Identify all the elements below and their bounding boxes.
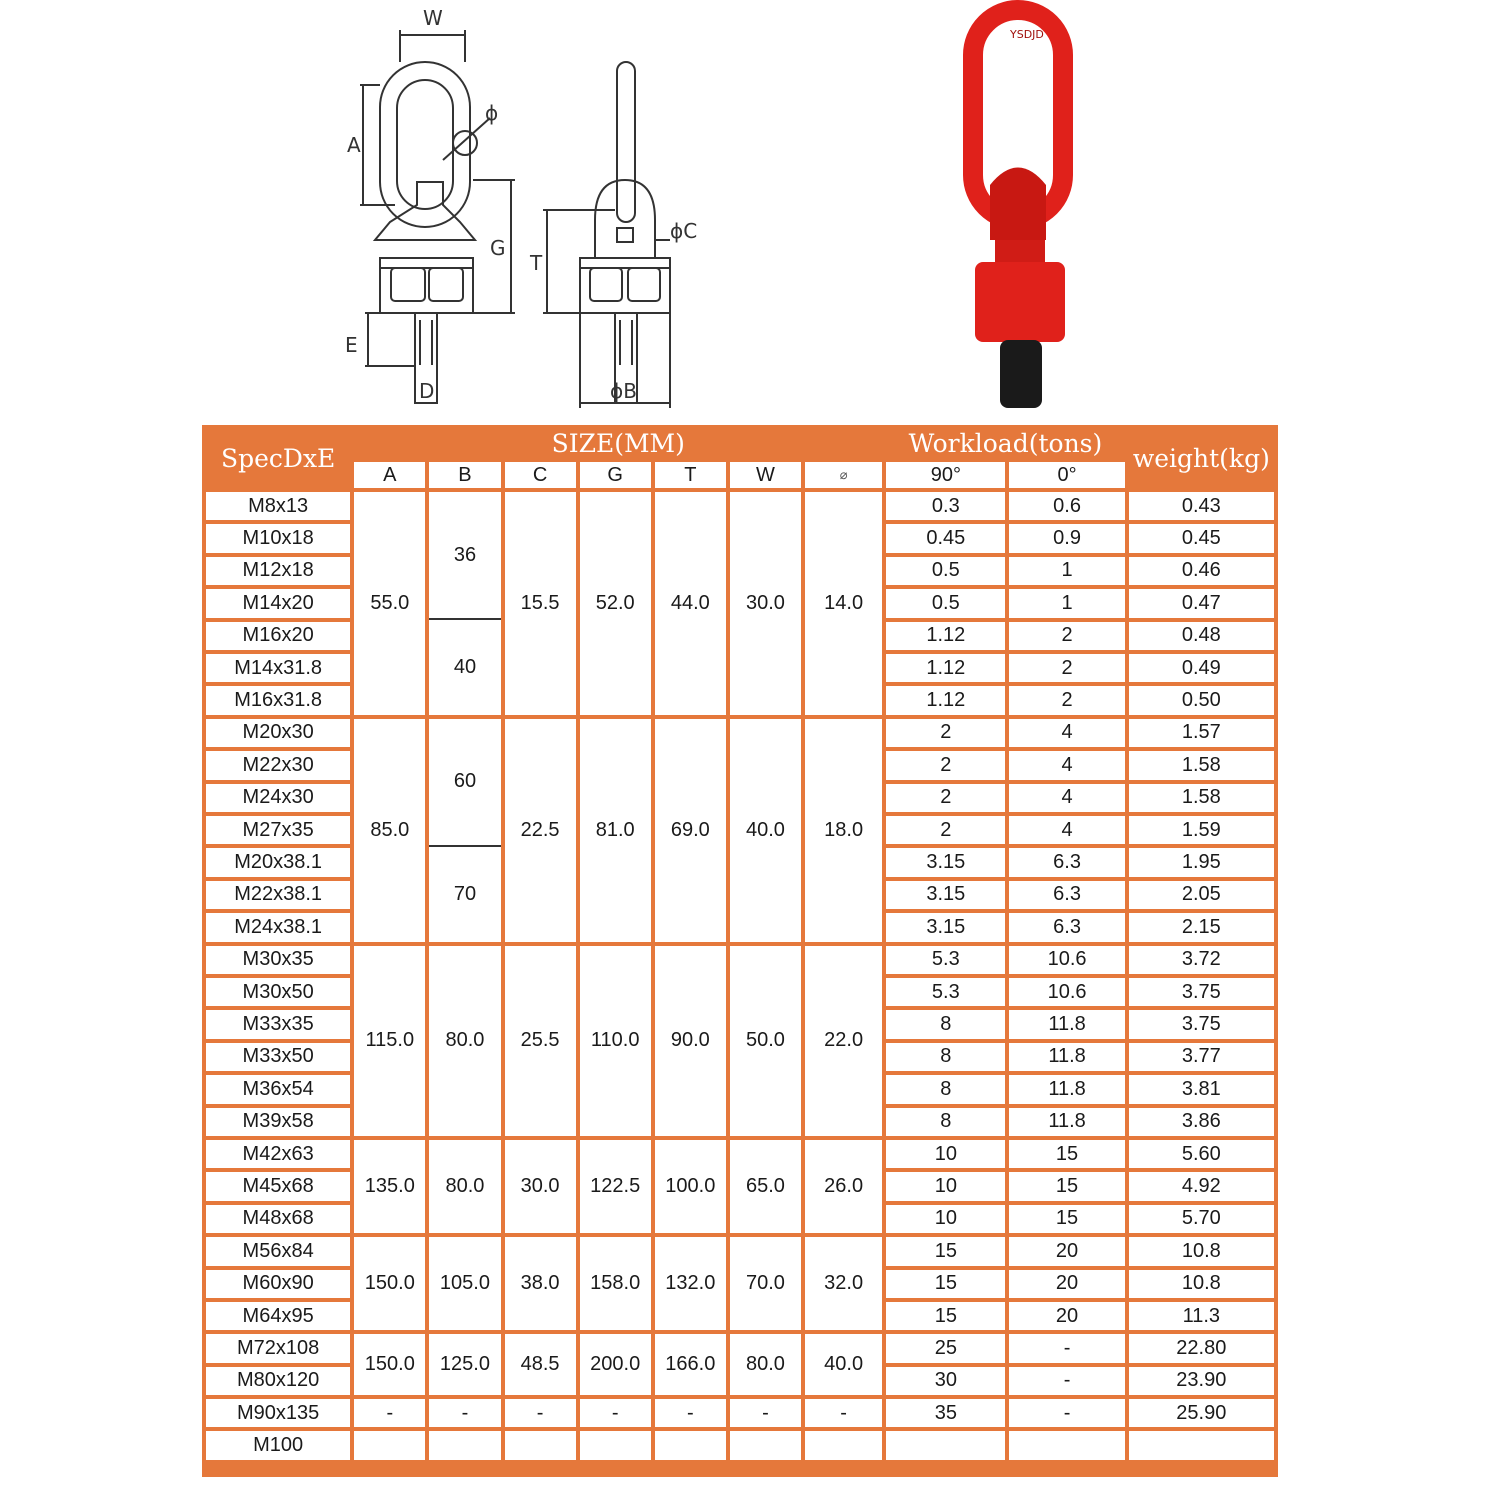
spec-table xyxy=(202,425,1278,1464)
header-size-col: T xyxy=(655,462,726,488)
size-b-bottom: 70 xyxy=(453,882,477,905)
workload-90-cell: 8 xyxy=(886,1010,1005,1038)
size-a-cell: 85.0 xyxy=(354,719,425,942)
size-phi-cell: 18.0 xyxy=(805,719,882,942)
spec-cell: M56x84 xyxy=(206,1237,350,1265)
technical-drawing xyxy=(325,0,725,415)
header-size-col: B xyxy=(429,462,500,488)
workload-0-cell: - xyxy=(1009,1399,1124,1427)
header-size-group: SIZE(MM) xyxy=(354,429,882,458)
workload-90-cell: 0.5 xyxy=(886,557,1005,585)
spec-cell: M8x13 xyxy=(206,492,350,520)
workload-90-cell: 3.15 xyxy=(886,848,1005,876)
weight-cell: 25.90 xyxy=(1129,1399,1274,1427)
size-b-cell xyxy=(429,1431,500,1459)
workload-90-cell: 10 xyxy=(886,1205,1005,1233)
size-t-cell: 166.0 xyxy=(655,1334,726,1395)
size-c-cell: 22.5 xyxy=(505,719,576,942)
size-g-cell: - xyxy=(580,1399,651,1427)
size-g-cell: 52.0 xyxy=(580,492,651,715)
spec-cell: M24x30 xyxy=(206,784,350,812)
workload-90-cell: 1.12 xyxy=(886,622,1005,650)
size-a-cell: 55.0 xyxy=(354,492,425,715)
weight-cell: 0.48 xyxy=(1129,622,1274,650)
size-b-cell xyxy=(429,492,500,715)
size-g-cell xyxy=(580,1431,651,1459)
label-w: W xyxy=(423,6,443,30)
weight-cell: 1.59 xyxy=(1129,816,1274,844)
size-c-cell: 30.0 xyxy=(505,1140,576,1233)
size-t-cell xyxy=(655,1431,726,1459)
workload-90-cell: 0.3 xyxy=(886,492,1005,520)
size-phi-cell: 32.0 xyxy=(805,1237,882,1330)
label-phic: ϕC xyxy=(670,219,698,243)
workload-0-cell: 4 xyxy=(1009,816,1124,844)
size-w-cell: 65.0 xyxy=(730,1140,801,1233)
workload-0-cell: - xyxy=(1009,1334,1124,1362)
workload-0-cell: 11.8 xyxy=(1009,1075,1124,1103)
weight-cell: 1.57 xyxy=(1129,719,1274,747)
workload-0-cell: 1 xyxy=(1009,557,1124,585)
spec-cell: M72x108 xyxy=(206,1334,350,1362)
table-row xyxy=(206,719,1274,747)
size-b-cell: 80.0 xyxy=(429,946,500,1136)
workload-90-cell: 5.3 xyxy=(886,946,1005,974)
workload-0-cell: 20 xyxy=(1009,1270,1124,1298)
spec-cell: M36x54 xyxy=(206,1075,350,1103)
spec-cell: M20x30 xyxy=(206,719,350,747)
workload-0-cell: 6.3 xyxy=(1009,881,1124,909)
spec-cell: M20x38.1 xyxy=(206,848,350,876)
workload-0-cell: 10.6 xyxy=(1009,946,1124,974)
workload-90-cell: 2 xyxy=(886,784,1005,812)
workload-0-cell: 6.3 xyxy=(1009,848,1124,876)
size-b-cell: 80.0 xyxy=(429,1140,500,1233)
weight-cell: 23.90 xyxy=(1129,1367,1274,1395)
workload-0-cell: 11.8 xyxy=(1009,1108,1124,1136)
weight-cell: 2.05 xyxy=(1129,881,1274,909)
header-spec: SpecDxE xyxy=(206,429,350,488)
size-a-cell: 150.0 xyxy=(354,1334,425,1395)
size-c-cell: 15.5 xyxy=(505,492,576,715)
label-a: A xyxy=(347,133,361,157)
weight-cell: 11.3 xyxy=(1129,1302,1274,1330)
spec-cell: M80x120 xyxy=(206,1367,350,1395)
workload-0-cell: 4 xyxy=(1009,784,1124,812)
size-a-cell: 115.0 xyxy=(354,946,425,1136)
size-w-cell: 70.0 xyxy=(730,1237,801,1330)
table-row xyxy=(206,1140,1274,1168)
spec-cell: M60x90 xyxy=(206,1270,350,1298)
size-w-cell xyxy=(730,1431,801,1459)
size-g-cell: 158.0 xyxy=(580,1237,651,1330)
weight-cell: 1.58 xyxy=(1129,751,1274,779)
workload-90-cell: 0.5 xyxy=(886,589,1005,617)
table-row xyxy=(206,1334,1274,1362)
workload-90-cell: 35 xyxy=(886,1399,1005,1427)
spec-cell: M14x31.8 xyxy=(206,654,350,682)
workload-0-cell: 2 xyxy=(1009,654,1124,682)
workload-0-cell: 4 xyxy=(1009,751,1124,779)
workload-90-cell: 8 xyxy=(886,1075,1005,1103)
weight-cell: 0.50 xyxy=(1129,686,1274,714)
workload-90-cell: 0.45 xyxy=(886,524,1005,552)
workload-90-cell: 8 xyxy=(886,1108,1005,1136)
size-phi-cell xyxy=(805,1431,882,1459)
weight-cell: 0.43 xyxy=(1129,492,1274,520)
workload-0-cell: 15 xyxy=(1009,1140,1124,1168)
workload-90-cell: 15 xyxy=(886,1270,1005,1298)
header-weight: weight(kg) xyxy=(1129,429,1274,488)
workload-0-cell: 6.3 xyxy=(1009,913,1124,941)
size-t-cell: 69.0 xyxy=(655,719,726,942)
size-c-cell: 38.0 xyxy=(505,1237,576,1330)
size-b-top: 36 xyxy=(429,492,500,620)
workload-0-cell: 20 xyxy=(1009,1302,1124,1330)
workload-90-cell: 1.12 xyxy=(886,686,1005,714)
table-row xyxy=(206,946,1274,974)
header-size-col: ⌀ xyxy=(805,462,882,488)
size-phi-cell: 22.0 xyxy=(805,946,882,1136)
product-photo xyxy=(920,0,1120,415)
size-phi-cell: 40.0 xyxy=(805,1334,882,1395)
workload-90-cell: 1.12 xyxy=(886,654,1005,682)
workload-0-cell: 4 xyxy=(1009,719,1124,747)
table-row xyxy=(206,1237,1274,1265)
weight-cell: 3.72 xyxy=(1129,946,1274,974)
size-b-bottom: 40 xyxy=(453,655,477,678)
size-w-cell: 40.0 xyxy=(730,719,801,942)
table-row xyxy=(206,1431,1274,1459)
size-c-cell: - xyxy=(505,1399,576,1427)
workload-90-cell: 3.15 xyxy=(886,881,1005,909)
workload-0-cell: 15 xyxy=(1009,1205,1124,1233)
weight-cell: 3.75 xyxy=(1129,1010,1274,1038)
workload-0-cell: 15 xyxy=(1009,1172,1124,1200)
size-t-cell: 100.0 xyxy=(655,1140,726,1233)
size-b-cell: - xyxy=(429,1399,500,1427)
size-g-cell: 122.5 xyxy=(580,1140,651,1233)
weight-cell: 3.86 xyxy=(1129,1108,1274,1136)
workload-0-cell xyxy=(1009,1431,1124,1459)
spec-cell: M30x35 xyxy=(206,946,350,974)
workload-0-cell: 2 xyxy=(1009,622,1124,650)
spec-cell: M100 xyxy=(206,1431,350,1459)
workload-90-cell xyxy=(886,1431,1005,1459)
size-t-cell: - xyxy=(655,1399,726,1427)
weight-cell: 2.15 xyxy=(1129,913,1274,941)
size-t-cell: 132.0 xyxy=(655,1237,726,1330)
spec-table-container xyxy=(202,425,1278,1477)
label-e: E xyxy=(345,333,358,357)
size-w-cell: 80.0 xyxy=(730,1334,801,1395)
weight-cell xyxy=(1129,1431,1274,1459)
header-size-col: W xyxy=(730,462,801,488)
spec-cell: M90x135 xyxy=(206,1399,350,1427)
workload-0-cell: 11.8 xyxy=(1009,1010,1124,1038)
workload-0-cell: 2 xyxy=(1009,686,1124,714)
spec-cell: M16x20 xyxy=(206,622,350,650)
spec-cell: M30x50 xyxy=(206,978,350,1006)
size-a-cell xyxy=(354,1431,425,1459)
size-a-cell: 150.0 xyxy=(354,1237,425,1330)
spec-cell: M64x95 xyxy=(206,1302,350,1330)
weight-cell: 5.60 xyxy=(1129,1140,1274,1168)
weight-cell: 0.49 xyxy=(1129,654,1274,682)
label-phib: ϕB xyxy=(610,379,637,403)
workload-0-cell: 20 xyxy=(1009,1237,1124,1265)
weight-cell: 22.80 xyxy=(1129,1334,1274,1362)
workload-90-cell: 5.3 xyxy=(886,978,1005,1006)
label-t: T xyxy=(530,251,543,275)
size-w-cell: 50.0 xyxy=(730,946,801,1136)
spec-cell: M33x35 xyxy=(206,1010,350,1038)
workload-0-cell: 1 xyxy=(1009,589,1124,617)
weight-cell: 3.81 xyxy=(1129,1075,1274,1103)
size-g-cell: 110.0 xyxy=(580,946,651,1136)
spec-cell: M16x31.8 xyxy=(206,686,350,714)
workload-0-cell: 0.9 xyxy=(1009,524,1124,552)
spec-cell: M12x18 xyxy=(206,557,350,585)
spec-cell: M14x20 xyxy=(206,589,350,617)
workload-90-cell: 10 xyxy=(886,1172,1005,1200)
size-c-cell: 25.5 xyxy=(505,946,576,1136)
spec-cell: M45x68 xyxy=(206,1172,350,1200)
header-workload-col: 90° xyxy=(886,462,1005,488)
spec-cell: M10x18 xyxy=(206,524,350,552)
workload-90-cell: 15 xyxy=(886,1302,1005,1330)
header-workload-col: 0° xyxy=(1009,462,1124,488)
size-b-cell: 125.0 xyxy=(429,1334,500,1395)
table-row xyxy=(206,1399,1274,1427)
weight-cell: 1.95 xyxy=(1129,848,1274,876)
size-t-cell: 90.0 xyxy=(655,946,726,1136)
table-row xyxy=(206,492,1274,520)
weight-cell: 4.92 xyxy=(1129,1172,1274,1200)
brand-logo: YSDJD xyxy=(1010,28,1044,41)
label-g: G xyxy=(490,236,506,260)
workload-90-cell: 8 xyxy=(886,1043,1005,1071)
header-size-col: G xyxy=(580,462,651,488)
workload-90-cell: 15 xyxy=(886,1237,1005,1265)
size-phi-cell: - xyxy=(805,1399,882,1427)
weight-cell: 3.77 xyxy=(1129,1043,1274,1071)
size-c-cell: 48.5 xyxy=(505,1334,576,1395)
workload-0-cell: 0.6 xyxy=(1009,492,1124,520)
workload-0-cell: 10.6 xyxy=(1009,978,1124,1006)
workload-0-cell: - xyxy=(1009,1367,1124,1395)
workload-90-cell: 25 xyxy=(886,1334,1005,1362)
size-c-cell xyxy=(505,1431,576,1459)
workload-90-cell: 3.15 xyxy=(886,913,1005,941)
workload-90-cell: 10 xyxy=(886,1140,1005,1168)
spec-cell: M48x68 xyxy=(206,1205,350,1233)
size-b-top: 60 xyxy=(429,719,500,847)
spec-cell: M24x38.1 xyxy=(206,913,350,941)
spec-cell: M42x63 xyxy=(206,1140,350,1168)
size-phi-cell: 26.0 xyxy=(805,1140,882,1233)
header-size-col: A xyxy=(354,462,425,488)
header-size-col: C xyxy=(505,462,576,488)
weight-cell: 1.58 xyxy=(1129,784,1274,812)
size-phi-cell: 14.0 xyxy=(805,492,882,715)
size-w-cell: 30.0 xyxy=(730,492,801,715)
workload-0-cell: 11.8 xyxy=(1009,1043,1124,1071)
label-d: D xyxy=(419,379,435,403)
weight-cell: 0.45 xyxy=(1129,524,1274,552)
spec-cell: M33x50 xyxy=(206,1043,350,1071)
label-phi: ϕ xyxy=(485,101,499,125)
weight-cell: 0.46 xyxy=(1129,557,1274,585)
workload-90-cell: 2 xyxy=(886,719,1005,747)
weight-cell: 0.47 xyxy=(1129,589,1274,617)
spec-cell: M27x35 xyxy=(206,816,350,844)
spec-cell: M39x58 xyxy=(206,1108,350,1136)
weight-cell: 3.75 xyxy=(1129,978,1274,1006)
header-workload-group: Workload(tons) xyxy=(886,429,1124,458)
size-b-cell xyxy=(429,719,500,942)
size-a-cell: - xyxy=(354,1399,425,1427)
workload-90-cell: 2 xyxy=(886,751,1005,779)
workload-90-cell: 30 xyxy=(886,1367,1005,1395)
size-w-cell: - xyxy=(730,1399,801,1427)
spec-cell: M22x38.1 xyxy=(206,881,350,909)
spec-cell: M22x30 xyxy=(206,751,350,779)
weight-cell: 5.70 xyxy=(1129,1205,1274,1233)
size-g-cell: 81.0 xyxy=(580,719,651,942)
weight-cell: 10.8 xyxy=(1129,1237,1274,1265)
workload-90-cell: 2 xyxy=(886,816,1005,844)
size-t-cell: 44.0 xyxy=(655,492,726,715)
size-b-cell: 105.0 xyxy=(429,1237,500,1330)
size-g-cell: 200.0 xyxy=(580,1334,651,1395)
size-a-cell: 135.0 xyxy=(354,1140,425,1233)
weight-cell: 10.8 xyxy=(1129,1270,1274,1298)
